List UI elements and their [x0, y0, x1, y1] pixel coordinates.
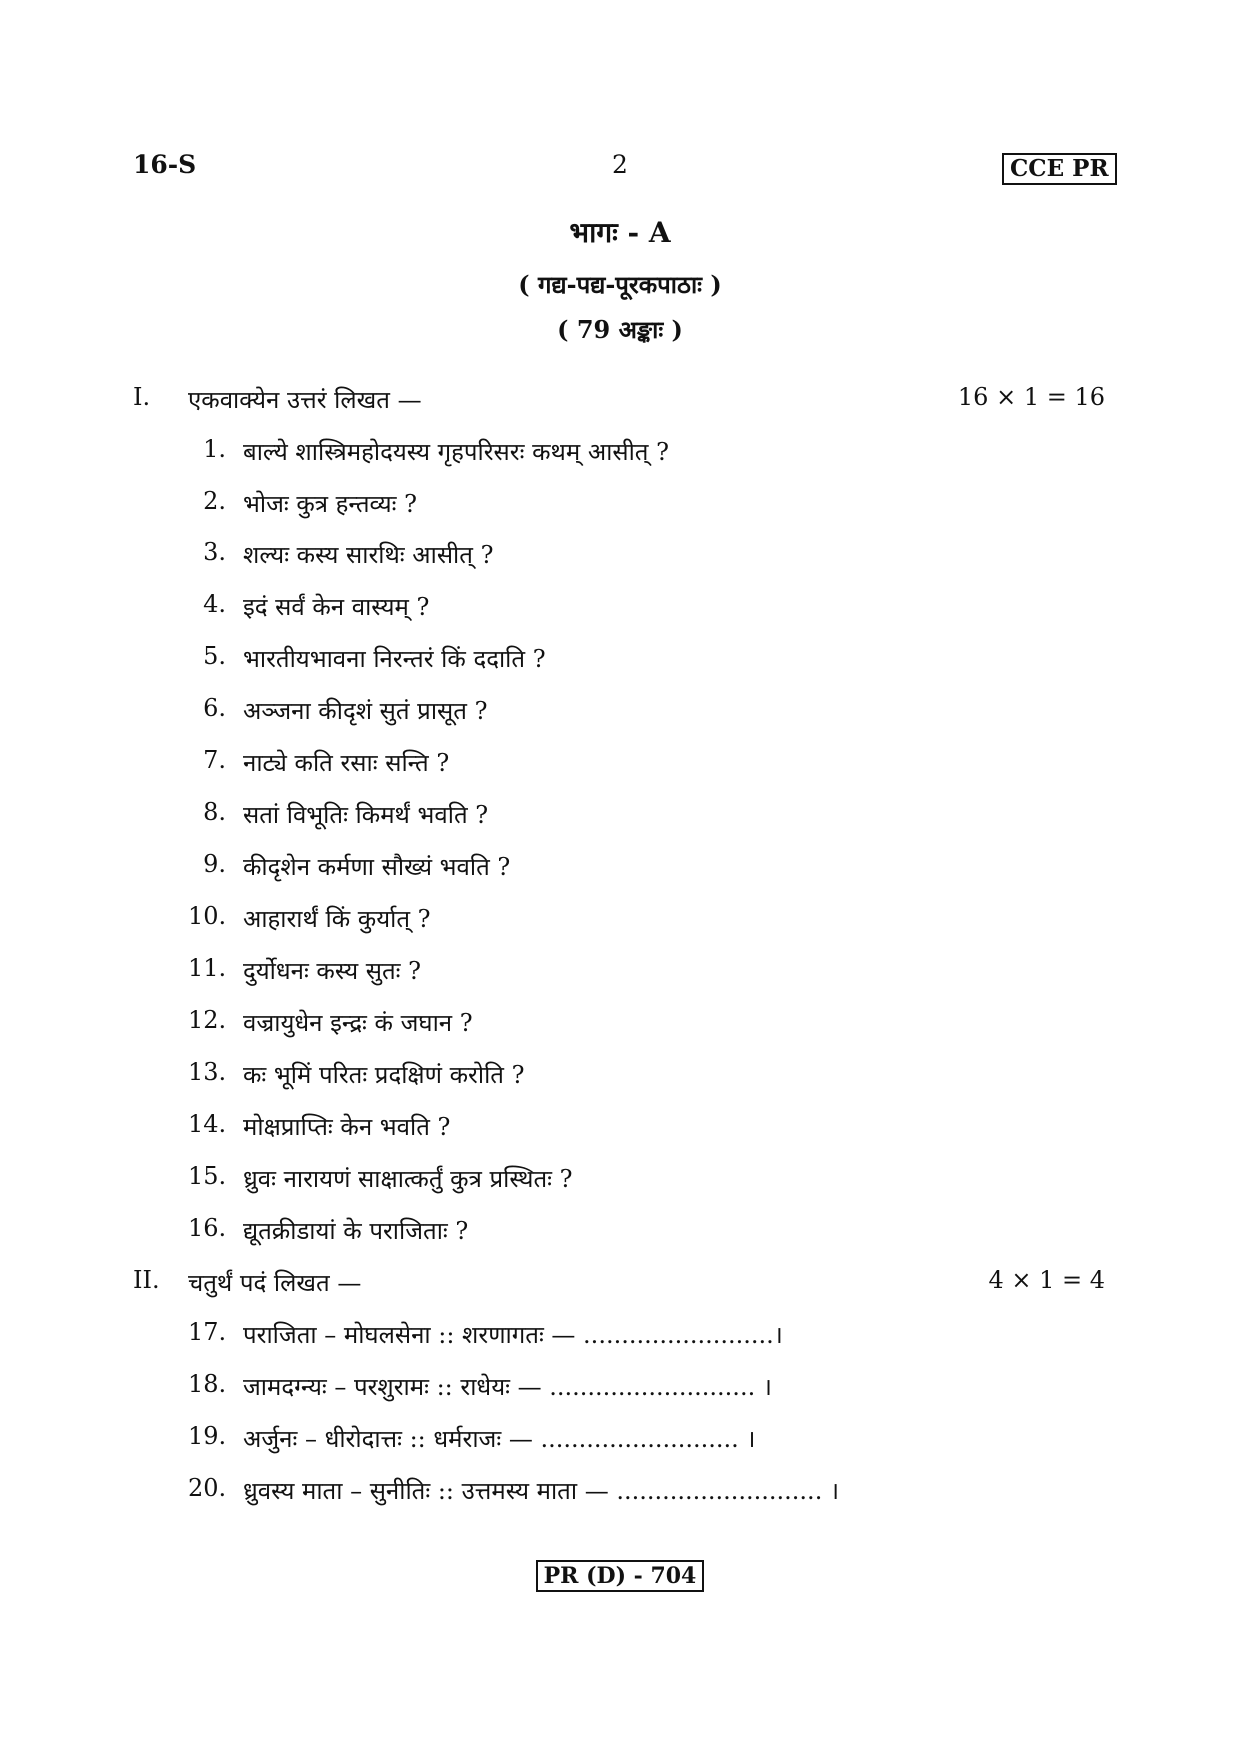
part-subtitle: ( गद्य-पद्य-पूरकपाठाः ): [518, 270, 722, 299]
question-item: [188, 798, 1088, 842]
footer: [0, 1560, 1240, 1592]
question-number: 11.: [188, 954, 227, 982]
question-item: [188, 538, 1088, 582]
section-number: II.: [133, 1266, 160, 1294]
question-number: 15.: [188, 1162, 227, 1190]
question-item: [188, 590, 1088, 634]
question-text: भारतीयभावना निरन्तरं किं ददाति ?: [243, 645, 546, 673]
question-item: [188, 1474, 1088, 1518]
section-instruction: एकवाक्येन उत्तरं लिखत —: [188, 386, 422, 414]
question-item: [188, 1058, 1088, 1102]
question-item: [188, 487, 1088, 531]
question-number: 14.: [188, 1110, 227, 1138]
question-number: 12.: [188, 1006, 227, 1034]
question-item: [188, 1110, 1088, 1154]
section-1-heading: [133, 383, 1105, 423]
section-marks: 16 × 1 = 16: [957, 383, 1105, 411]
question-item: [188, 850, 1088, 894]
question-text: मोक्षप्राप्तिः केन भवति ?: [243, 1113, 451, 1141]
question-text: शल्यः कस्य सारथिः आसीत् ?: [243, 541, 494, 569]
question-text: ध्रुवस्य माता – सुनीतिः :: उत्तमस्य माता — ........................... ।: [243, 1477, 840, 1505]
question-text: भोजः कुत्र हन्तव्यः ?: [243, 490, 417, 518]
question-number: 17.: [188, 1318, 227, 1346]
section-marks: 4 × 1 = 4: [988, 1266, 1105, 1294]
question-number: 16.: [188, 1214, 227, 1242]
question-number: 18.: [188, 1370, 227, 1398]
question-text: नाट्ये कति रसाः सन्ति ?: [243, 749, 450, 777]
question-text: कीदृशेन कर्मणा सौख्यं भवति ?: [243, 853, 511, 881]
section-number: I.: [133, 383, 151, 411]
question-item: [188, 746, 1088, 790]
question-number: 6.: [203, 694, 226, 722]
question-item: [188, 1370, 1088, 1414]
section-2-heading: [133, 1266, 1105, 1306]
footer-paper-code: PR (D) - 704: [536, 1560, 705, 1592]
question-number: 7.: [203, 746, 226, 774]
header-paper-code: 16-S: [133, 150, 197, 179]
question-text: जामदग्न्यः – परशुरामः :: राधेयः — ........................... ।: [243, 1373, 772, 1401]
question-text: सतां विभूतिः किमर्थं भवति ?: [243, 801, 489, 829]
header-exam-code: CCE PR: [1002, 153, 1117, 185]
question-item: [188, 1214, 1088, 1258]
question-number: 9.: [203, 850, 226, 878]
question-item: [188, 1162, 1088, 1206]
question-number: 20.: [188, 1474, 227, 1502]
question-text: आहारार्थं किं कुर्यात् ?: [243, 905, 431, 933]
question-text: दुर्योधनः कस्य सुतः ?: [243, 957, 422, 985]
question-text: इदं सर्वं केन वास्यम् ?: [243, 593, 430, 621]
section-instruction: चतुर्थं पदं लिखत —: [188, 1269, 362, 1297]
question-text: बाल्ये शास्त्रिमहोदयस्य गृहपरिसरः कथम् आसीत् ?: [243, 438, 669, 466]
question-text: वज्रायुधेन इन्द्रः कं जघान ?: [243, 1009, 473, 1037]
question-number: 10.: [188, 902, 227, 930]
question-number: 2.: [203, 487, 226, 515]
question-number: 8.: [203, 798, 226, 826]
question-item: [188, 1006, 1088, 1050]
question-item: [188, 902, 1088, 946]
question-number: 13.: [188, 1058, 227, 1086]
question-text: पराजिता – मोघलसेना :: शरणागतः — .........................।: [243, 1321, 783, 1349]
question-text: कः भूमिं परितः प्रदक्षिणं करोति ?: [243, 1061, 525, 1089]
question-number: 1.: [203, 435, 226, 463]
question-text: द्यूतक्रीडायां के पराजिताः ?: [243, 1217, 469, 1245]
part-title: भागः - A: [569, 216, 671, 249]
question-text: अञ्जना कीदृशं सुतं प्रासूत ?: [243, 697, 488, 725]
question-text: ध्रुवः नारायणं साक्षात्कर्तुं कुत्र प्रस्थितः ?: [243, 1165, 573, 1193]
question-item: [188, 1422, 1088, 1466]
question-item: [188, 1318, 1088, 1362]
part-marks: ( 79 अङ्काः ): [557, 315, 683, 344]
question-number: 4.: [203, 590, 226, 618]
question-item: [188, 435, 1088, 479]
question-text: अर्जुनः – धीरोदात्तः :: धर्मराजः — .......................... ।: [243, 1425, 756, 1453]
question-number: 3.: [203, 538, 226, 566]
question-item: [188, 954, 1088, 998]
question-number: 19.: [188, 1422, 227, 1450]
question-number: 5.: [203, 642, 226, 670]
question-item: [188, 694, 1088, 738]
page-number: 2: [612, 150, 628, 179]
question-item: [188, 642, 1088, 686]
